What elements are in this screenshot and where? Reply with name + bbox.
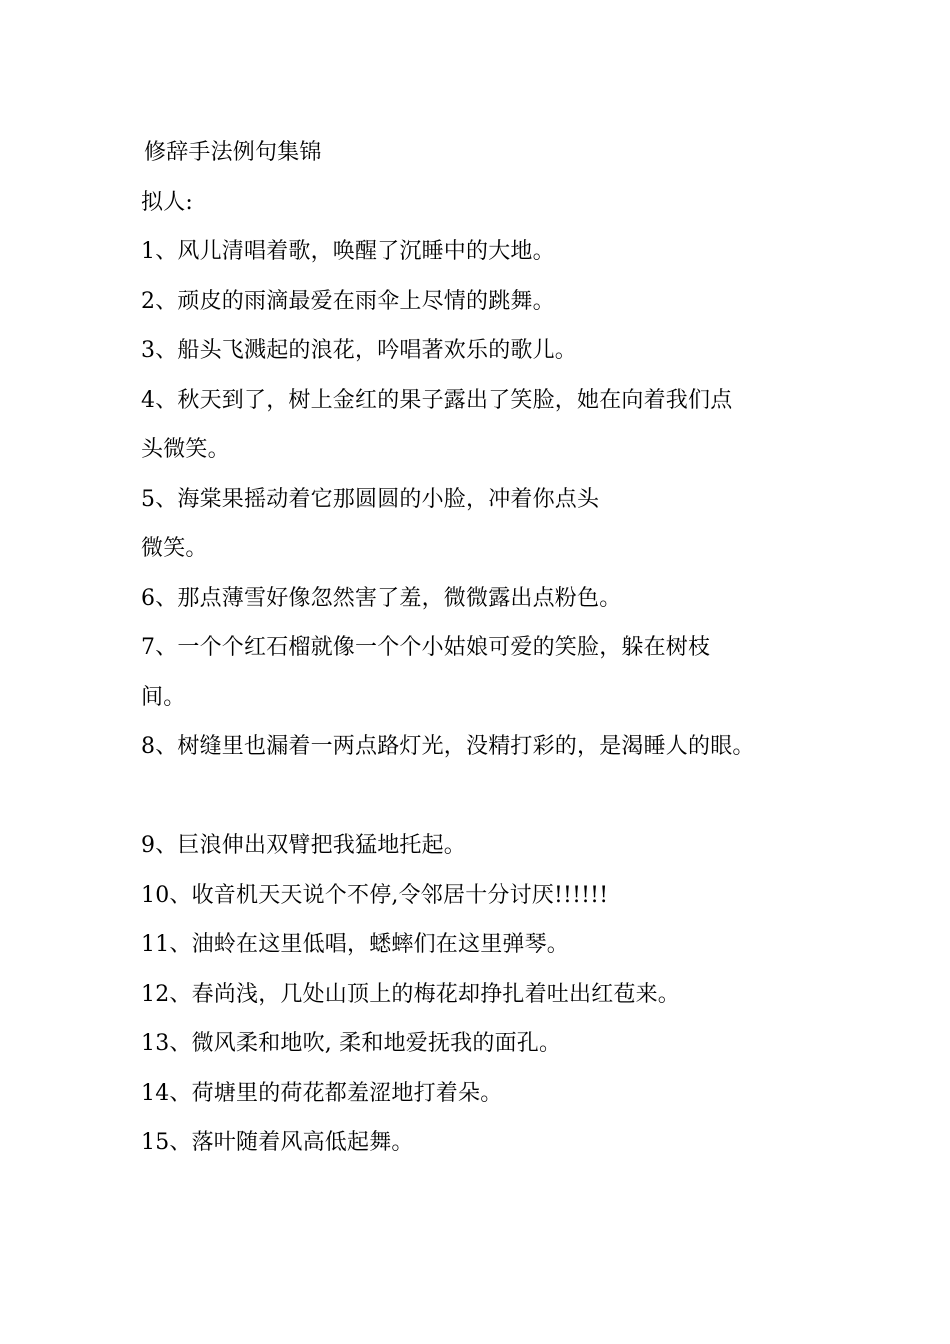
- text-line: 14、荷塘里的荷花都羞涩地打着朵。: [141, 1080, 503, 1106]
- text-line: 5、海棠果摇动着它那圆圆的小脸，冲着你点头: [141, 486, 600, 512]
- text-line: 11、油蛉在这里低唱，蟋蟀们在这里弹琴。: [141, 932, 569, 957]
- text-line: 微笑。: [141, 536, 208, 561]
- text-line: 6、那点薄雪好像忽然害了羞，微微露出点粉色。: [141, 585, 622, 611]
- blank-line: [141, 772, 821, 822]
- text-line: 4、秋天到了，树上金红的果子露出了笑脸，她在向着我们点: [141, 387, 733, 413]
- text-line: 头微笑。: [141, 437, 230, 462]
- text-line: 13、微风柔和地吹, 柔和地爱抚我的面孔。: [141, 1031, 562, 1056]
- document-title: 修辞手法例句集锦: [144, 140, 322, 165]
- text-line: 7、一个个红石榴就像一个个小姑娘可爱的笑脸，躲在树枝: [141, 635, 711, 660]
- text-line: 2、顽皮的雨滴最爱在雨伞上尽情的跳舞。: [141, 288, 555, 314]
- text-line: 间。: [141, 684, 186, 710]
- text-line: 15、落叶随着风高低起舞。: [141, 1130, 414, 1155]
- text-line: 1、风儿清唱着歌，唤醒了沉睡中的大地。: [141, 239, 555, 264]
- text-line: 10、收音机天天说个不停,令邻居十分讨厌!!!!!!: [141, 882, 609, 908]
- section-heading: 拟人:: [141, 189, 194, 215]
- text-line: 12、春尚浅，几处山顶上的梅花却挣扎着吐出红苞来。: [141, 981, 680, 1007]
- text-line: 8、树缝里也漏着一两点路灯光，没精打彩的，是渴睡人的眼。: [141, 734, 755, 759]
- document-body: [141, 128, 821, 1168]
- text-line: 3、船头飞溅起的浪花，吟唱著欢乐的歌儿。: [141, 338, 577, 363]
- text-line: 9、巨浪伸出双臂把我猛地托起。: [141, 833, 466, 858]
